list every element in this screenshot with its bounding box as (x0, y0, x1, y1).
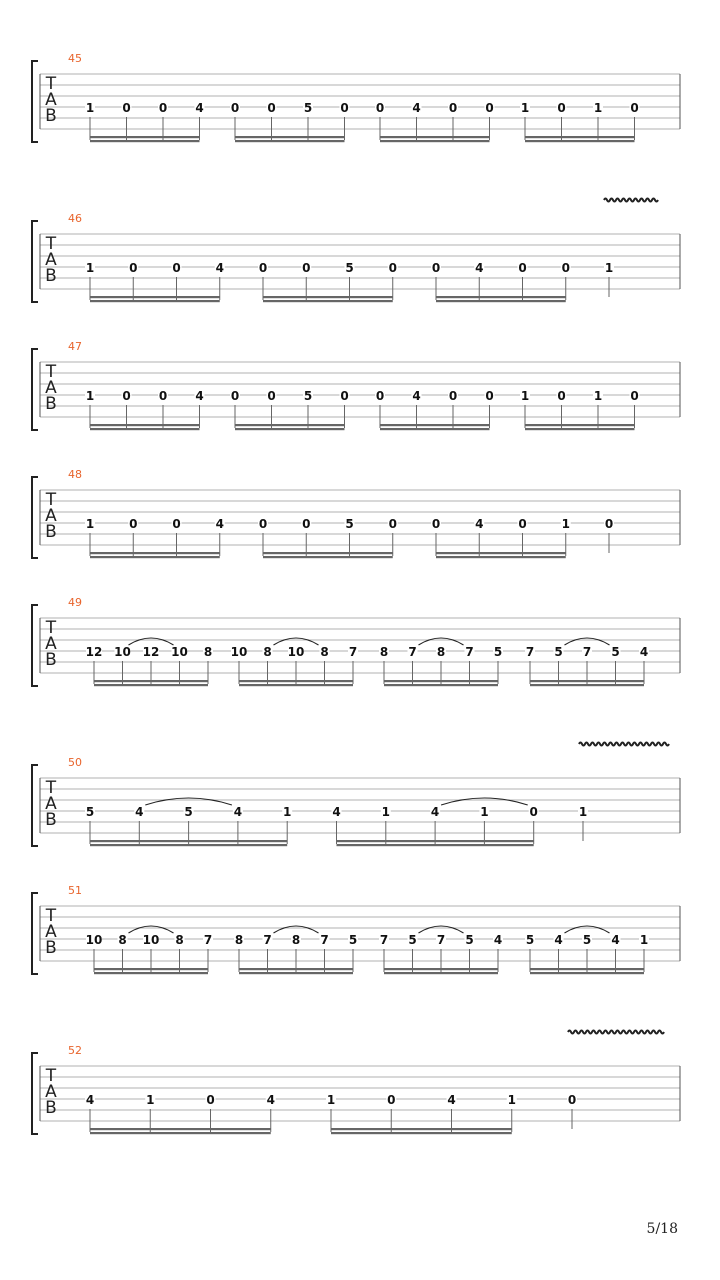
fret-number: 5 (345, 517, 354, 531)
fret-number: 5 (85, 805, 95, 819)
fret-number: 8 (263, 645, 272, 659)
system-bracket (32, 605, 38, 686)
fret-number: 7 (525, 645, 535, 659)
measure-number: 47 (68, 340, 82, 353)
fret-number: 1 (85, 517, 95, 531)
fret-number: 1 (381, 805, 390, 819)
fret-number: 7 (436, 933, 446, 947)
slur (419, 926, 464, 933)
beam (90, 428, 200, 430)
beam (331, 1132, 512, 1134)
fret-number: 8 (203, 645, 213, 659)
fret-number: 7 (408, 645, 417, 659)
tab-clef-letter: A (45, 1082, 57, 1102)
system-bracket (32, 477, 38, 558)
fret-number: 0 (129, 517, 138, 531)
beam (436, 296, 566, 298)
tab-clef-letter: A (45, 250, 57, 270)
fret-number: 7 (582, 645, 592, 659)
fret-number: 8 (320, 645, 329, 659)
fret-number: 1 (85, 389, 95, 403)
beam (94, 684, 208, 686)
fret-number: 4 (215, 517, 224, 531)
beam (235, 140, 345, 142)
fret-number: 4 (447, 1093, 456, 1107)
fret-number: 1 (85, 101, 95, 115)
beam (90, 840, 287, 842)
tab-clef-letter: B (45, 1098, 57, 1118)
fret-number: 5 (303, 389, 313, 403)
beam (90, 1132, 271, 1134)
fret-number: 4 (430, 805, 440, 819)
tab-system (32, 468, 680, 558)
fret-number: 10 (142, 933, 160, 947)
tab-clef-letter: A (45, 90, 57, 110)
slur (565, 638, 610, 645)
beam (235, 428, 345, 430)
measure-number: 45 (68, 52, 82, 65)
fret-number: 4 (412, 101, 421, 115)
fret-number: 0 (122, 101, 131, 115)
vibrato-icon (568, 1031, 664, 1034)
beam (94, 680, 208, 682)
fret-number: 0 (302, 261, 311, 275)
fret-number: 4 (215, 261, 224, 275)
fret-number: 12 (142, 645, 160, 659)
beam (530, 684, 644, 686)
fret-number: 5 (582, 933, 592, 947)
fret-number: 0 (561, 261, 570, 275)
beam (384, 972, 498, 974)
fret-number: 10 (85, 933, 103, 947)
beam (525, 136, 635, 138)
vibrato-icon (579, 743, 669, 746)
beam (380, 136, 490, 138)
tab-clef-letter: T (45, 906, 57, 926)
beam (94, 972, 208, 974)
fret-number: 4 (85, 1093, 95, 1107)
fret-number: 0 (267, 101, 276, 115)
beam (239, 680, 353, 682)
tab-clef-letter: B (45, 650, 57, 670)
fret-number: 0 (388, 261, 397, 275)
fret-number: 1 (639, 933, 649, 947)
fret-number: 1 (593, 389, 603, 403)
fret-number: 1 (146, 1093, 155, 1107)
tab-clef-letter: B (45, 810, 57, 830)
fret-number: 0 (388, 517, 397, 531)
beam (530, 680, 644, 682)
fret-number: 4 (233, 805, 243, 819)
fret-number: 4 (554, 933, 563, 947)
beam (380, 428, 490, 430)
fret-number: 0 (448, 389, 458, 403)
fret-number: 1 (85, 261, 95, 275)
fret-number: 8 (175, 933, 184, 947)
fret-number: 4 (412, 389, 421, 403)
fret-number: 4 (475, 261, 484, 275)
fret-number: 5 (348, 933, 358, 947)
beam (530, 972, 644, 974)
fret-number: 0 (604, 517, 614, 531)
beam (436, 300, 566, 302)
beam (235, 424, 345, 426)
fret-number: 8 (436, 645, 446, 659)
fret-number: 12 (85, 645, 103, 659)
beam (384, 680, 498, 682)
measure-number: 52 (68, 1044, 82, 1057)
fret-number: 0 (258, 261, 268, 275)
tab-system (32, 199, 680, 303)
fret-number: 7 (379, 933, 389, 947)
beam (384, 968, 498, 970)
tab-clef-letter: A (45, 506, 57, 526)
fret-number: 4 (135, 805, 144, 819)
fret-number: 8 (234, 933, 244, 947)
measure-number: 46 (68, 212, 82, 225)
beam (239, 684, 353, 686)
fret-number: 7 (465, 645, 474, 659)
fret-number: 8 (118, 933, 127, 947)
beam (436, 556, 566, 558)
slur (274, 926, 319, 933)
fret-number: 5 (303, 101, 313, 115)
fret-number: 0 (375, 101, 385, 115)
tab-system (32, 596, 680, 686)
fret-number: 0 (557, 389, 566, 403)
fret-number: 0 (518, 517, 527, 531)
slur (145, 798, 232, 805)
beam (263, 556, 393, 558)
fret-number: 7 (320, 933, 329, 947)
beam (239, 968, 353, 970)
tab-clef-letter: B (45, 106, 57, 126)
beam (90, 1128, 271, 1130)
tab-system (32, 884, 680, 974)
page-number: 5/18 (646, 1221, 678, 1237)
beam (90, 552, 220, 554)
slur (274, 638, 319, 645)
system-bracket (32, 765, 38, 846)
fret-number: 0 (431, 517, 441, 531)
fret-number: 4 (475, 517, 484, 531)
fret-number: 0 (485, 389, 494, 403)
fret-number: 0 (387, 1093, 396, 1107)
tab-clef-letter: T (45, 618, 57, 638)
beam (263, 552, 393, 554)
fret-number: 0 (122, 389, 131, 403)
measure-number: 48 (68, 468, 82, 481)
fret-number: 0 (375, 389, 385, 403)
measure-number: 50 (68, 756, 82, 769)
fret-number: 0 (302, 517, 311, 531)
beam (384, 684, 498, 686)
fret-number: 5 (184, 805, 193, 819)
slur (441, 798, 528, 805)
tab-clef-letter: A (45, 634, 57, 654)
beam (380, 140, 490, 142)
beam (331, 1128, 512, 1130)
tab-clef-letter: T (45, 1066, 57, 1086)
slur (129, 638, 174, 645)
fret-number: 1 (578, 805, 588, 819)
beam (436, 552, 566, 554)
fret-number: 1 (283, 805, 292, 819)
beam (90, 140, 200, 142)
fret-number: 7 (348, 645, 358, 659)
fret-number: 0 (267, 389, 276, 403)
tab-clef-letter: B (45, 938, 57, 958)
fret-number: 0 (630, 389, 639, 403)
fret-number: 0 (485, 101, 494, 115)
fret-number: 10 (114, 645, 131, 659)
fret-number: 1 (520, 101, 530, 115)
fret-number: 5 (408, 933, 417, 947)
fret-number: 4 (332, 805, 341, 819)
measure-number: 49 (68, 596, 82, 609)
tab-clef-letter: T (45, 74, 57, 94)
beam (525, 428, 635, 430)
tab-clef-letter: B (45, 522, 57, 542)
fret-number: 0 (172, 261, 181, 275)
system-bracket (32, 61, 38, 142)
tab-system (32, 1031, 680, 1135)
fret-number: 0 (557, 101, 566, 115)
fret-number: 0 (206, 1093, 215, 1107)
slur (419, 638, 464, 645)
beam (530, 968, 644, 970)
beam (263, 300, 393, 302)
tab-clef-letter: T (45, 490, 57, 510)
beam (90, 136, 200, 138)
tab-clef-letter: T (45, 362, 57, 382)
fret-number: 0 (630, 101, 639, 115)
system-bracket (32, 1053, 38, 1134)
fret-number: 0 (518, 261, 527, 275)
fret-number: 0 (340, 389, 349, 403)
beam (525, 140, 635, 142)
tab-system (32, 52, 680, 142)
fret-number: 5 (493, 645, 503, 659)
beam (239, 972, 353, 974)
vibrato-icon (604, 199, 658, 202)
fret-number: 8 (379, 645, 389, 659)
fret-number: 1 (507, 1093, 516, 1107)
fret-number: 1 (593, 101, 603, 115)
fret-number: 5 (345, 261, 354, 275)
fret-number: 7 (203, 933, 213, 947)
fret-number: 7 (263, 933, 272, 947)
tab-system (32, 743, 680, 847)
fret-number: 8 (291, 933, 301, 947)
system-bracket (32, 349, 38, 430)
fret-number: 4 (195, 101, 204, 115)
beam (525, 424, 635, 426)
tab-clef-letter: T (45, 234, 57, 254)
beam (337, 844, 534, 846)
fret-number: 0 (158, 101, 168, 115)
fret-number: 0 (258, 517, 268, 531)
beam (90, 844, 287, 846)
fret-number: 1 (520, 389, 530, 403)
fret-number: 0 (230, 101, 240, 115)
beam (380, 424, 490, 426)
fret-number: 1 (561, 517, 570, 531)
fret-number: 0 (172, 517, 181, 531)
fret-number: 0 (129, 261, 138, 275)
beam (90, 300, 220, 302)
beam (90, 556, 220, 558)
beam (337, 840, 534, 842)
fret-number: 0 (448, 101, 458, 115)
system-bracket (32, 221, 38, 302)
beam (94, 968, 208, 970)
fret-number: 5 (611, 645, 620, 659)
beam (90, 296, 220, 298)
fret-number: 0 (230, 389, 240, 403)
fret-number: 4 (639, 645, 649, 659)
fret-number: 0 (158, 389, 168, 403)
fret-number: 1 (326, 1093, 336, 1107)
fret-number: 0 (340, 101, 349, 115)
beam (263, 296, 393, 298)
tab-clef-letter: A (45, 794, 57, 814)
fret-number: 10 (287, 645, 305, 659)
fret-number: 4 (266, 1093, 275, 1107)
fret-number: 0 (529, 805, 538, 819)
tab-system (32, 340, 680, 430)
slur (565, 926, 610, 933)
fret-number: 5 (554, 645, 563, 659)
fret-number: 5 (525, 933, 535, 947)
fret-number: 1 (480, 805, 489, 819)
measure-number: 51 (68, 884, 82, 897)
fret-number: 5 (465, 933, 474, 947)
fret-number: 4 (195, 389, 204, 403)
system-bracket (32, 893, 38, 974)
fret-number: 0 (567, 1093, 577, 1107)
fret-number: 1 (604, 261, 614, 275)
slur (129, 926, 174, 933)
fret-number: 0 (431, 261, 441, 275)
tab-clef-letter: A (45, 922, 57, 942)
fret-number: 10 (171, 645, 188, 659)
fret-number: 4 (611, 933, 620, 947)
fret-number: 4 (493, 933, 503, 947)
fret-number: 10 (230, 645, 248, 659)
beam (90, 424, 200, 426)
tab-clef-letter: A (45, 378, 57, 398)
tab-clef-letter: T (45, 778, 57, 798)
tab-clef-letter: B (45, 394, 57, 414)
tab-clef-letter: B (45, 266, 57, 286)
beam (235, 136, 345, 138)
